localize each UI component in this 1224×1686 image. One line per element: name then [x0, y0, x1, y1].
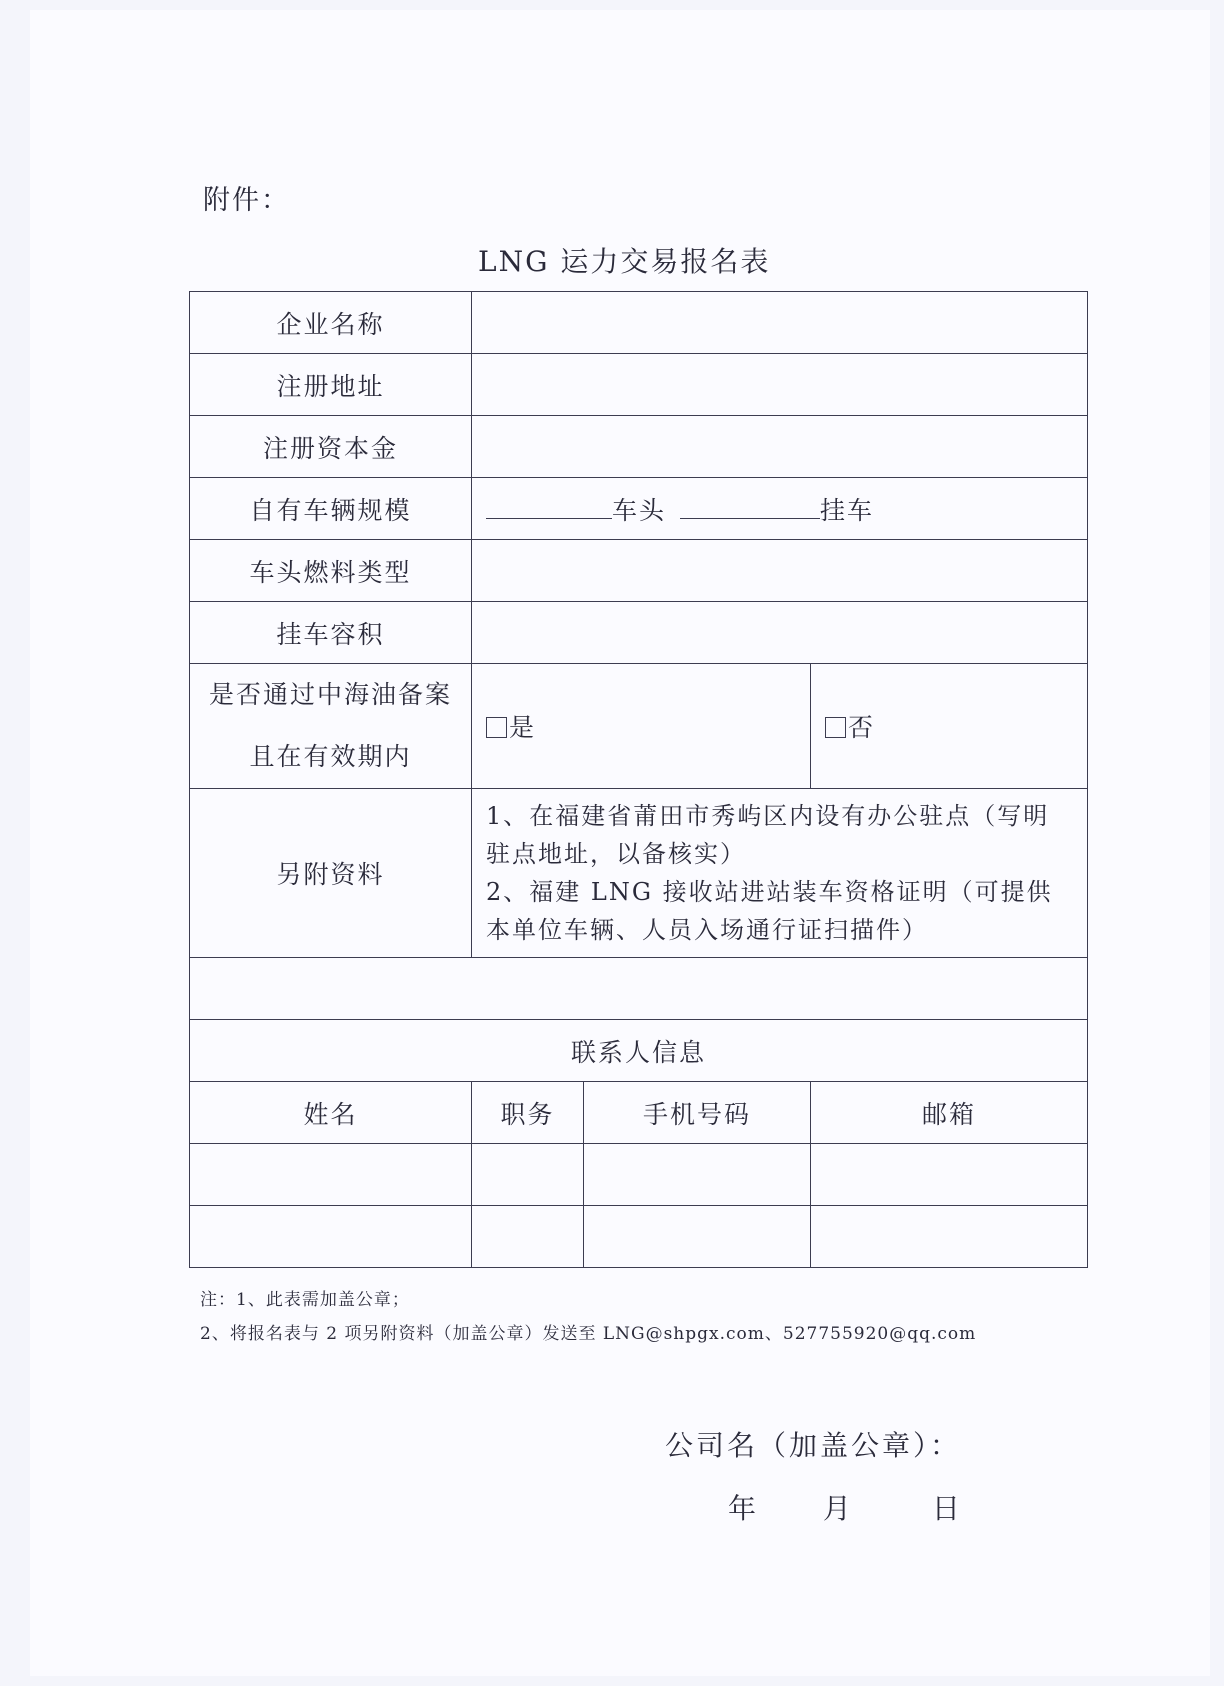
company-name-label: 企业名称: [190, 292, 472, 354]
trailer-suffix: 挂车: [820, 495, 875, 525]
reg-capital-label: 注册资本金: [190, 416, 472, 478]
contact-phone-cell[interactable]: [584, 1206, 811, 1268]
col-header-email: 邮箱: [811, 1082, 1088, 1144]
attachment-item-1: 1、在福建省莆田市秀屿区内设有办公驻点（写明驻点地址，以备核实）: [486, 802, 1050, 868]
date-year: 年: [728, 1492, 757, 1525]
company-seal-line: 公司名（加盖公章）：: [665, 1429, 962, 1462]
form-title: LNG 运力交易报名表: [478, 245, 771, 278]
fleet-label: 自有车辆规模: [190, 478, 472, 540]
reg-capital-field[interactable]: [472, 416, 1088, 478]
contact-phone-cell[interactable]: [584, 1144, 811, 1206]
yes-checkbox[interactable]: [486, 717, 507, 738]
option-yes-cell: [472, 664, 811, 789]
row-contacts-header: [190, 1082, 1088, 1144]
attachments-content: [472, 789, 1088, 958]
fuel-type-field[interactable]: [472, 540, 1088, 602]
date-day: 日: [931, 1492, 960, 1525]
cnooc-label-line2: 且在有效期内: [249, 742, 412, 771]
date-line: [728, 1487, 960, 1527]
contact-title-cell[interactable]: [472, 1206, 584, 1268]
row-cnooc-filing: [190, 664, 1088, 789]
row-company-name: [190, 292, 1088, 354]
notes: [200, 1283, 976, 1351]
row-fleet: [190, 478, 1088, 540]
contact-email-cell[interactable]: [811, 1144, 1088, 1206]
date-month: 月: [822, 1492, 851, 1525]
contact-title-cell[interactable]: [472, 1144, 584, 1206]
attachment-item-2: 2、福建 LNG 接收站进站装车资格证明（可提供本单位车辆、人员入场通行证扫描件）: [486, 878, 1053, 944]
trailer-volume-label: 挂车容积: [190, 602, 472, 664]
note-line-2: 2、将报名表与 2 项另附资料（加盖公章）发送至 LNG@shpgx.com、527755920@qq.com: [200, 1324, 977, 1344]
row-trailer-volume: [190, 602, 1088, 664]
fleet-field: [472, 478, 1088, 540]
reg-address-label: 注册地址: [190, 354, 472, 416]
tractor-suffix: 车头: [612, 495, 667, 525]
option-yes-label: 是: [509, 713, 537, 742]
contact-email-cell[interactable]: [811, 1206, 1088, 1268]
no-checkbox[interactable]: [825, 717, 846, 738]
registration-table: [189, 291, 1088, 1268]
reg-address-field[interactable]: [472, 354, 1088, 416]
col-header-name: 姓名: [190, 1082, 472, 1144]
col-header-title: 职务: [472, 1082, 584, 1144]
attachments-label: 另附资料: [190, 789, 472, 958]
col-header-phone: 手机号码: [584, 1082, 811, 1144]
row-contacts-title: [190, 1020, 1088, 1082]
row-fuel-type: [190, 540, 1088, 602]
tractor-count-blank[interactable]: [486, 496, 612, 519]
contact-name-cell[interactable]: [190, 1144, 472, 1206]
row-reg-address: [190, 354, 1088, 416]
row-reg-capital: [190, 416, 1088, 478]
trailer-count-blank[interactable]: [680, 496, 820, 519]
row-attachments: [190, 789, 1088, 958]
contact-name-cell[interactable]: [190, 1206, 472, 1268]
fuel-type-label: 车头燃料类型: [190, 540, 472, 602]
trailer-volume-field[interactable]: [472, 602, 1088, 664]
spacer-cell: [190, 958, 1088, 1020]
option-no-label: 否: [848, 713, 876, 742]
table-row: [190, 1206, 1088, 1268]
cnooc-label-line1: 是否通过中海油备案: [208, 680, 452, 709]
row-spacer: [190, 958, 1088, 1020]
cnooc-filing-label: [190, 664, 472, 789]
company-name-field[interactable]: [472, 292, 1088, 354]
contacts-section-title: 联系人信息: [190, 1020, 1088, 1082]
note-line-1: 注：1、此表需加盖公章；: [200, 1290, 410, 1310]
attachment-label: 附件：: [203, 185, 290, 216]
table-row: [190, 1144, 1088, 1206]
option-no-cell: [811, 664, 1088, 789]
